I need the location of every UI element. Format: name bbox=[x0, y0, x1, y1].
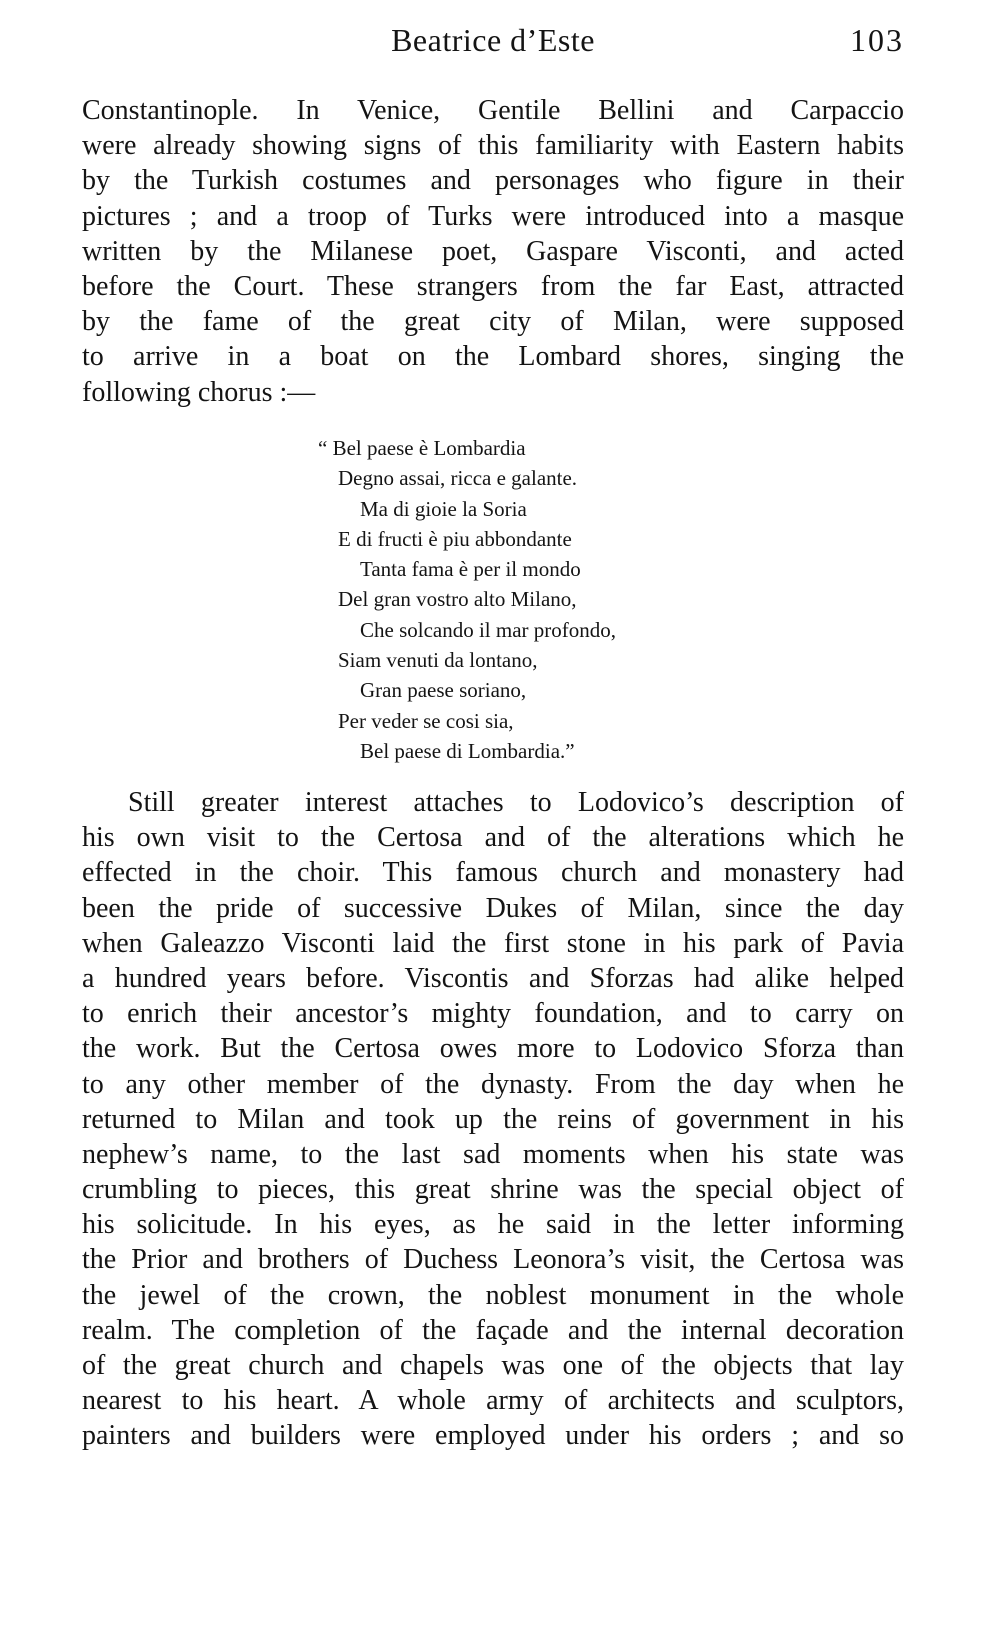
paragraph-line: Still greater interest attaches to Lodovico’s description of bbox=[128, 787, 904, 818]
paragraph-line: to any other member of the dynasty. From the day when he bbox=[82, 1068, 904, 1100]
paragraph-line: to arrive in a boat on the Lombard shores, singing the bbox=[82, 341, 904, 373]
verse-line: Degno assai, ricca e galante. bbox=[338, 466, 578, 491]
paragraph-line: to enrich their ancestor’s mighty foundation, and to carry on bbox=[82, 998, 904, 1030]
paragraph-line: crumbling to pieces, this great shrine was the special object of bbox=[82, 1174, 904, 1206]
verse-line: Tanta fama è per il mondo bbox=[360, 557, 581, 582]
verse-line: Bel paese di Lombardia.” bbox=[360, 738, 575, 763]
paragraph-line: the work. But the Certosa owes more to Lodovico Sforza than bbox=[82, 1033, 904, 1065]
running-title: Beatrice d’Este bbox=[391, 22, 595, 58]
verse-quotation bbox=[318, 433, 698, 766]
paragraph-line: his own visit to the Certosa and of the alterations which he bbox=[82, 822, 904, 854]
verse-line: Ma di gioie la Soria bbox=[360, 496, 527, 521]
paragraph-line: by the Turkish costumes and personages who figure in their bbox=[82, 165, 904, 197]
paragraph-line: of the great church and chapels was one of the objects that lay bbox=[82, 1350, 904, 1381]
paragraph-line: the jewel of the crown, the noblest monument in the whole bbox=[82, 1279, 904, 1311]
paragraph-2 bbox=[82, 785, 904, 1454]
paragraph-line: a hundred years before. Viscontis and Sforzas had alike helped bbox=[82, 962, 904, 994]
paragraph-line: by the fame of the great city of Milan, were supposed bbox=[82, 306, 904, 338]
paragraph-line: written by the Milanese poet, Gaspare Visconti, and acted bbox=[82, 235, 904, 267]
paragraph-line: nearest to his heart. A whole army of architects and sculptors, bbox=[82, 1385, 904, 1417]
verse-line: Siam venuti da lontano, bbox=[338, 648, 538, 673]
paragraph-line: nephew’s name, to the last sad moments when his state was bbox=[82, 1138, 904, 1170]
verse-line: Del gran vostro alto Milano, bbox=[338, 587, 577, 612]
paragraph-line: before the Court. These strangers from the far East, attracted bbox=[82, 270, 904, 302]
paragraph-line: painters and builders were employed under his orders ; and so bbox=[82, 1420, 904, 1452]
paragraph-line: realm. The completion of the façade and the internal decoration bbox=[82, 1314, 904, 1346]
verse-line: E di fructi è piu abbondante bbox=[338, 526, 572, 551]
paragraph-1 bbox=[82, 93, 904, 410]
page-number: 103 bbox=[850, 22, 904, 58]
paragraph-line: the Prior and brothers of Duchess Leonora’s visit, the Certosa was bbox=[82, 1244, 904, 1276]
verse-line: “ Bel paese è Lombardia bbox=[318, 436, 526, 460]
paragraph-line: when Galeazzo Visconti laid the first stone in his park of Pavia bbox=[82, 927, 904, 959]
verse-line: Che solcando il mar profondo, bbox=[360, 617, 617, 642]
paragraph-line: were already showing signs of this familiarity with Eastern habits bbox=[82, 130, 904, 162]
paragraph-line: been the pride of successive Dukes of Milan, since the day bbox=[82, 892, 904, 924]
paragraph-line: his solicitude. In his eyes, as he said in the letter informing bbox=[82, 1209, 904, 1241]
verse-line: Gran paese soriano, bbox=[360, 678, 527, 703]
verse-line: Per veder se cosi sia, bbox=[338, 708, 514, 733]
paragraph-line: effected in the choir. This famous church and monastery had bbox=[82, 857, 904, 889]
paragraph-line: following chorus :— bbox=[82, 376, 316, 408]
running-head bbox=[82, 22, 904, 70]
paragraph-line: returned to Milan and took up the reins of government in his bbox=[82, 1103, 904, 1135]
paragraph-line: Constantinople. In Venice, Gentile Bellini and Carpaccio bbox=[82, 95, 904, 126]
paragraph-line: pictures ; and a troop of Turks were introduced into a masque bbox=[82, 200, 904, 232]
